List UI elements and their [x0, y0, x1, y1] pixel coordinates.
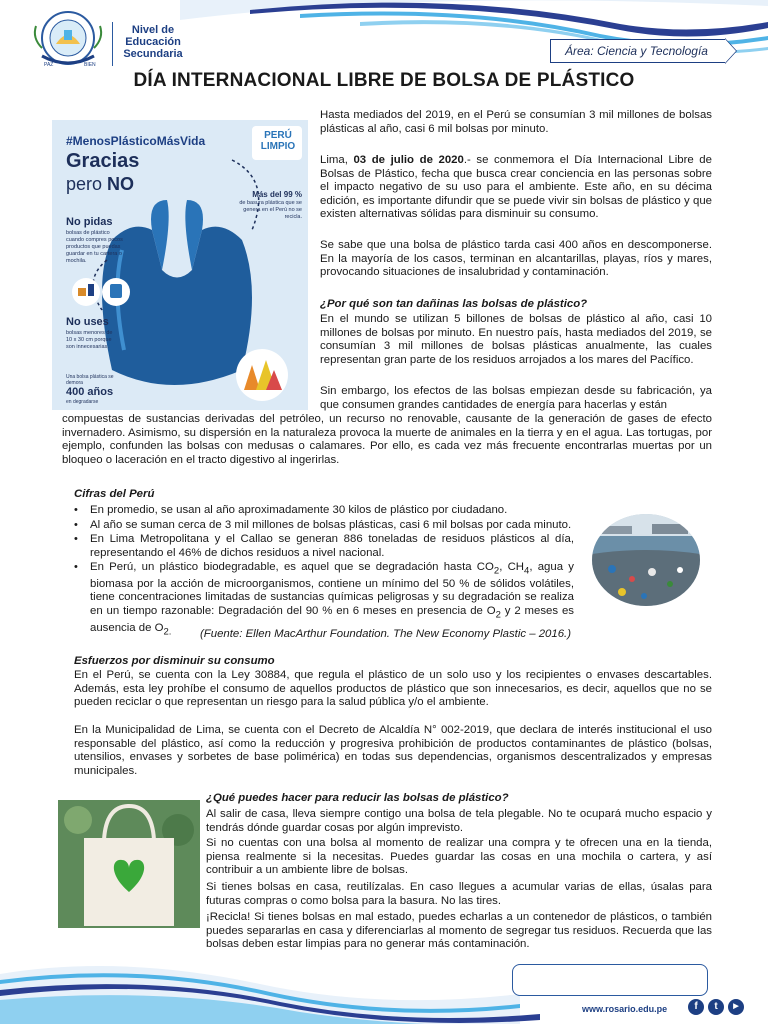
intro-paragraph-3: Se sabe que una bolsa de plástico tarda casi 400 años en descomponerse. En la mayoría de los casos, terminan en alcantarillas, playas, ríos y mares, provocando situaciones de insalubridad y contaminación.	[320, 239, 712, 278]
poster-no-pidas-body: bolsas de plástico cuando compres pocos productos que puedas guardar en tu cartera o mochila.	[66, 230, 123, 264]
polluted-beach-photo	[592, 514, 700, 606]
why-paragraph-2b: compuestas de sustancias derivadas del petróleo, un recurso no renovable, causante de la generación de gases de efecto invernadero. Asimismo, su dispersión en la naturaleza provoca la muerte de animales en la tierra y en el agua. Las tortugas, por ejemplo, confunden las bolsas con medusas o calamares. Por ello, es cada vez más frecuente encontrarlas muertas por un bloqueo o laceración en el tracto digestivo al ingerirlas.	[62, 413, 712, 466]
esfuerzos-paragraph-1: En el Perú, se cuenta con la Ley 30884, que regula el plástico de un solo uso y los recipientes o envases descartables. Además, esta ley prohíbe el consumo de aquellos productos de plástico que son innecesarios, es decir, aquellos que no se pueden reciclar o que representan un riesgo para la salud pública y/o el ambiente.	[74, 669, 712, 708]
cifras-heading: Cifras del Perú	[74, 488, 155, 500]
header-waves	[0, 0, 768, 75]
svg-text:BIEN: BIEN	[84, 62, 96, 68]
poster-no-uses-body: bolsas menores de 10 x 30 cm porque son innecesarias.	[66, 330, 113, 350]
poster-no-pidas-head: No pidas	[66, 216, 113, 228]
reducir-paragraph-4: ¡Recicla! Si tienes bolsas en mal estado, puedes echarlas a un contenedor de plásticos, o también puedes separarlas en casa y diferenciarlas al momento de segregar tus residuos. Recuerda que las bolsas deben estar limpias para no generar más contaminación.	[206, 911, 712, 950]
esfuerzos-heading: Esfuerzos por disminuir su consumo	[74, 655, 275, 667]
reducir-heading: ¿Qué puedes hacer para reducir las bolsas de plástico?	[206, 792, 509, 804]
list-item: • En promedio, se usan al año aproximadamente 30 kilos de plástico por ciudadano.	[74, 504, 574, 518]
intro-paragraph-1: Hasta mediados del 2019, en el Perú se consumían 3 mil millones de bolsas plásticas al año, casi 6 mil bolsas por minuto.	[320, 109, 712, 135]
poster-years-post: en degradarse	[66, 399, 99, 405]
school-crest-logo	[28, 8, 112, 70]
level-label: Nivel de Educación Secundaria	[123, 24, 183, 60]
poster-years-big: 400 años	[66, 386, 114, 398]
campaign-poster-image	[52, 120, 308, 410]
poster-no-uses-head: No uses	[66, 316, 109, 328]
intro-paragraph-2: Lima, 03 de julio de 2020.- se conmemora el Día Internacional Libre de Bolsas de Plástico, fecha que busca crear conciencia en las personas sobre el impacto negativo de su uso para el ambiente. Este año, en su décima edición, es importante difundir que se puede vivir sin bolsas de plástico y que existen alternativas sólidas para disminuir su consumo.	[320, 154, 712, 220]
esfuerzos-paragraph-2: En la Municipalidad de Lima, se cuenta con el Decreto de Alcaldía N° 002-2019, que declara de interés institucional el uso responsable del plástico, así como la reducción y progresiva prohibición de productos contaminantes de plástico (bolsas, utensilios, envases y sorbetes de base polimérica) en todas sus dependencias, organismos descentralizados y empresas municipales.	[74, 724, 712, 777]
area-label: Área: Ciencia y Tecnología	[550, 39, 726, 63]
reducir-paragraph-1: Al salir de casa, lleva siempre contigo una bolsa de tela plegable. No te ocupará mucho espacio y tendrás dónde guardar cosas por algún imprevisto.	[206, 808, 712, 834]
poster-gracias: Gracias	[66, 150, 140, 172]
why-paragraph-2a: Sin embargo, los efectos de las bolsas empiezan desde su fabricación, ya que consumen grandes cantidades de energía para hacerlas y están	[320, 385, 712, 411]
list-item: • En Lima Metropolitana y el Callao se generan 886 toneladas de residuos plásticos al día, representando el 46% de dichos residuos a nivel nacional.	[74, 533, 574, 560]
website-link[interactable]: www.rosario.edu.pe	[582, 1004, 668, 1014]
reducir-paragraph-2: Si no cuentas con una bolsa al momento de realizar una compra y te ofrecen una en la tienda, piensa realmente si la necesitas. Puedes guardar las cosas en una mochila o cartera, y así contribuir a un ambiente libre de bolsas.	[206, 837, 712, 876]
list-item: • En Perú, un plástico biodegradable, es aquel que se degradación hasta $CO_2$, $CH_4$, agua y biomasa por la acción de microorganismos, contiene un mínimo del 50 % de sólidos volátiles, tiene concentraciones limitadas de sustancias químicas peligrosas y su degradación se realiza en un tiempo razonable: Degradación del 90 % en 6 meses en presencia de $O_2$ y 2 meses es ausencia de $O_{2.}$	[74, 561, 574, 638]
twitter-icon[interactable]: t	[708, 999, 724, 1015]
youtube-icon[interactable]: ▶	[728, 999, 744, 1015]
svg-text:PAZ: PAZ	[44, 62, 54, 68]
poster-hashtag: #MenosPlásticoMásVida	[66, 134, 206, 148]
reducir-paragraph-3: Si tienes bolsas en casa, reutilízalas. En caso llegues a acumular varias de ellas, úsalas para futuras compras o como bolsa para la basura. No las tires.	[206, 881, 712, 907]
page-title: DÍA INTERNACIONAL LIBRE DE BOLSA DE PLÁSTICO	[133, 70, 635, 91]
poster-pero-no: pero NO	[66, 174, 135, 194]
poster-badge: PERÚ LIMPIO	[260, 130, 296, 152]
poster-stat-body: de basura plástica que se genera en el Perú no se recicla.	[239, 200, 302, 220]
note-box	[512, 964, 708, 996]
header-divider	[112, 22, 113, 66]
poster-years-pre: Una bolsa plástica se demora	[66, 374, 114, 386]
why-paragraph-1: En el mundo se utilizan 5 billones de bolsas de plástico al año, casi 10 millones de bolsas por minuto. En nuestro país, hasta mediados del 2019, se consumían 3 mil millones de bolsas plásticas anualmente, las cuales representan gran parte de los residuos arrojados a los mares del Pacífico.	[320, 313, 712, 366]
why-heading: ¿Por qué son tan dañinas las bolsas de plástico?	[320, 298, 588, 310]
facebook-icon[interactable]: f	[688, 999, 704, 1015]
poster-stat-head: Más del 99 %	[252, 190, 302, 199]
cifras-list	[74, 504, 574, 639]
cloth-bag-photo	[58, 800, 200, 928]
cifras-source: (Fuente: Ellen MacArthur Foundation. The New Economy Plastic – 2016.)	[200, 628, 572, 640]
list-item: • Al año se suman cerca de 3 mil millones de bolsas plásticas, casi 6 mil bolsas por cada minuto.	[74, 519, 574, 533]
